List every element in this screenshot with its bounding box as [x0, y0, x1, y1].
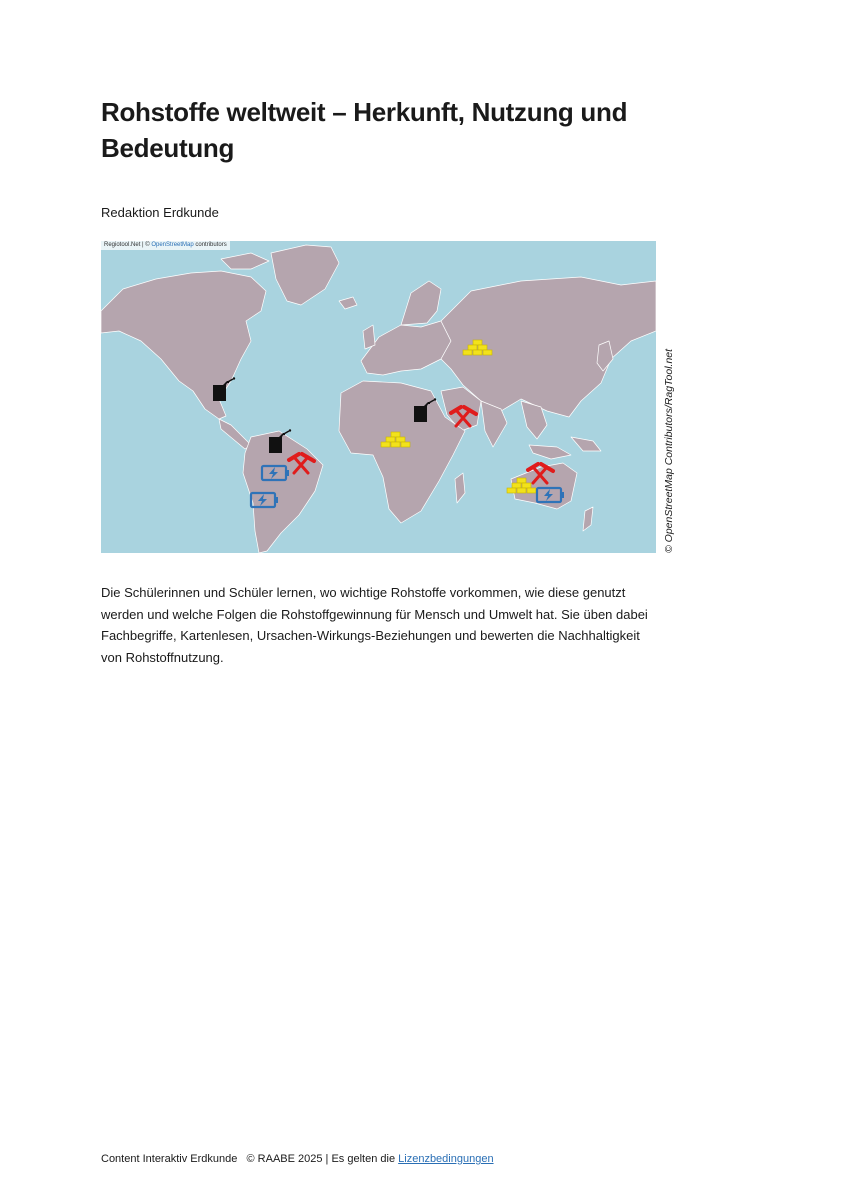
map-attribution	[101, 241, 230, 250]
map-credit: © OpenStreetMap Contributors/RagTool.net	[663, 348, 675, 553]
page-footer	[101, 1151, 494, 1167]
intro-paragraph: Die Schülerinnen und Schüler lernen, wo wichtige Rohstoffe vorkommen, wie diese genutzt werden und welche Folgen die Rohstoffgewinnung für Mensch und Umwelt hat. Sie üben dabei Fachbegriffe, Kartenlesen, Ursachen-Wirkungs-Beziehungen und bewerten die Nachhaltigkeit von Rohstoffnutzung.	[101, 585, 648, 665]
author: Redaktion Erdkunde	[101, 205, 219, 220]
license-link[interactable]: Lizenzbedingungen	[398, 1153, 494, 1165]
world-map-graphic	[101, 241, 656, 553]
world-map	[101, 241, 656, 553]
attribution-prefix: Regiotool.Net | ©	[104, 242, 150, 248]
attribution-suffix: contributors	[195, 242, 227, 248]
document-title: Rohstoffe weltweit – Herkunft, Nutzung und Bedeutung	[101, 97, 628, 163]
footer-text: Content Interaktiv Erdkunde © RAABE 2025 | Es gelten die	[101, 1153, 396, 1165]
attribution-link[interactable]: OpenStreetMap	[151, 242, 194, 248]
land	[101, 245, 656, 553]
